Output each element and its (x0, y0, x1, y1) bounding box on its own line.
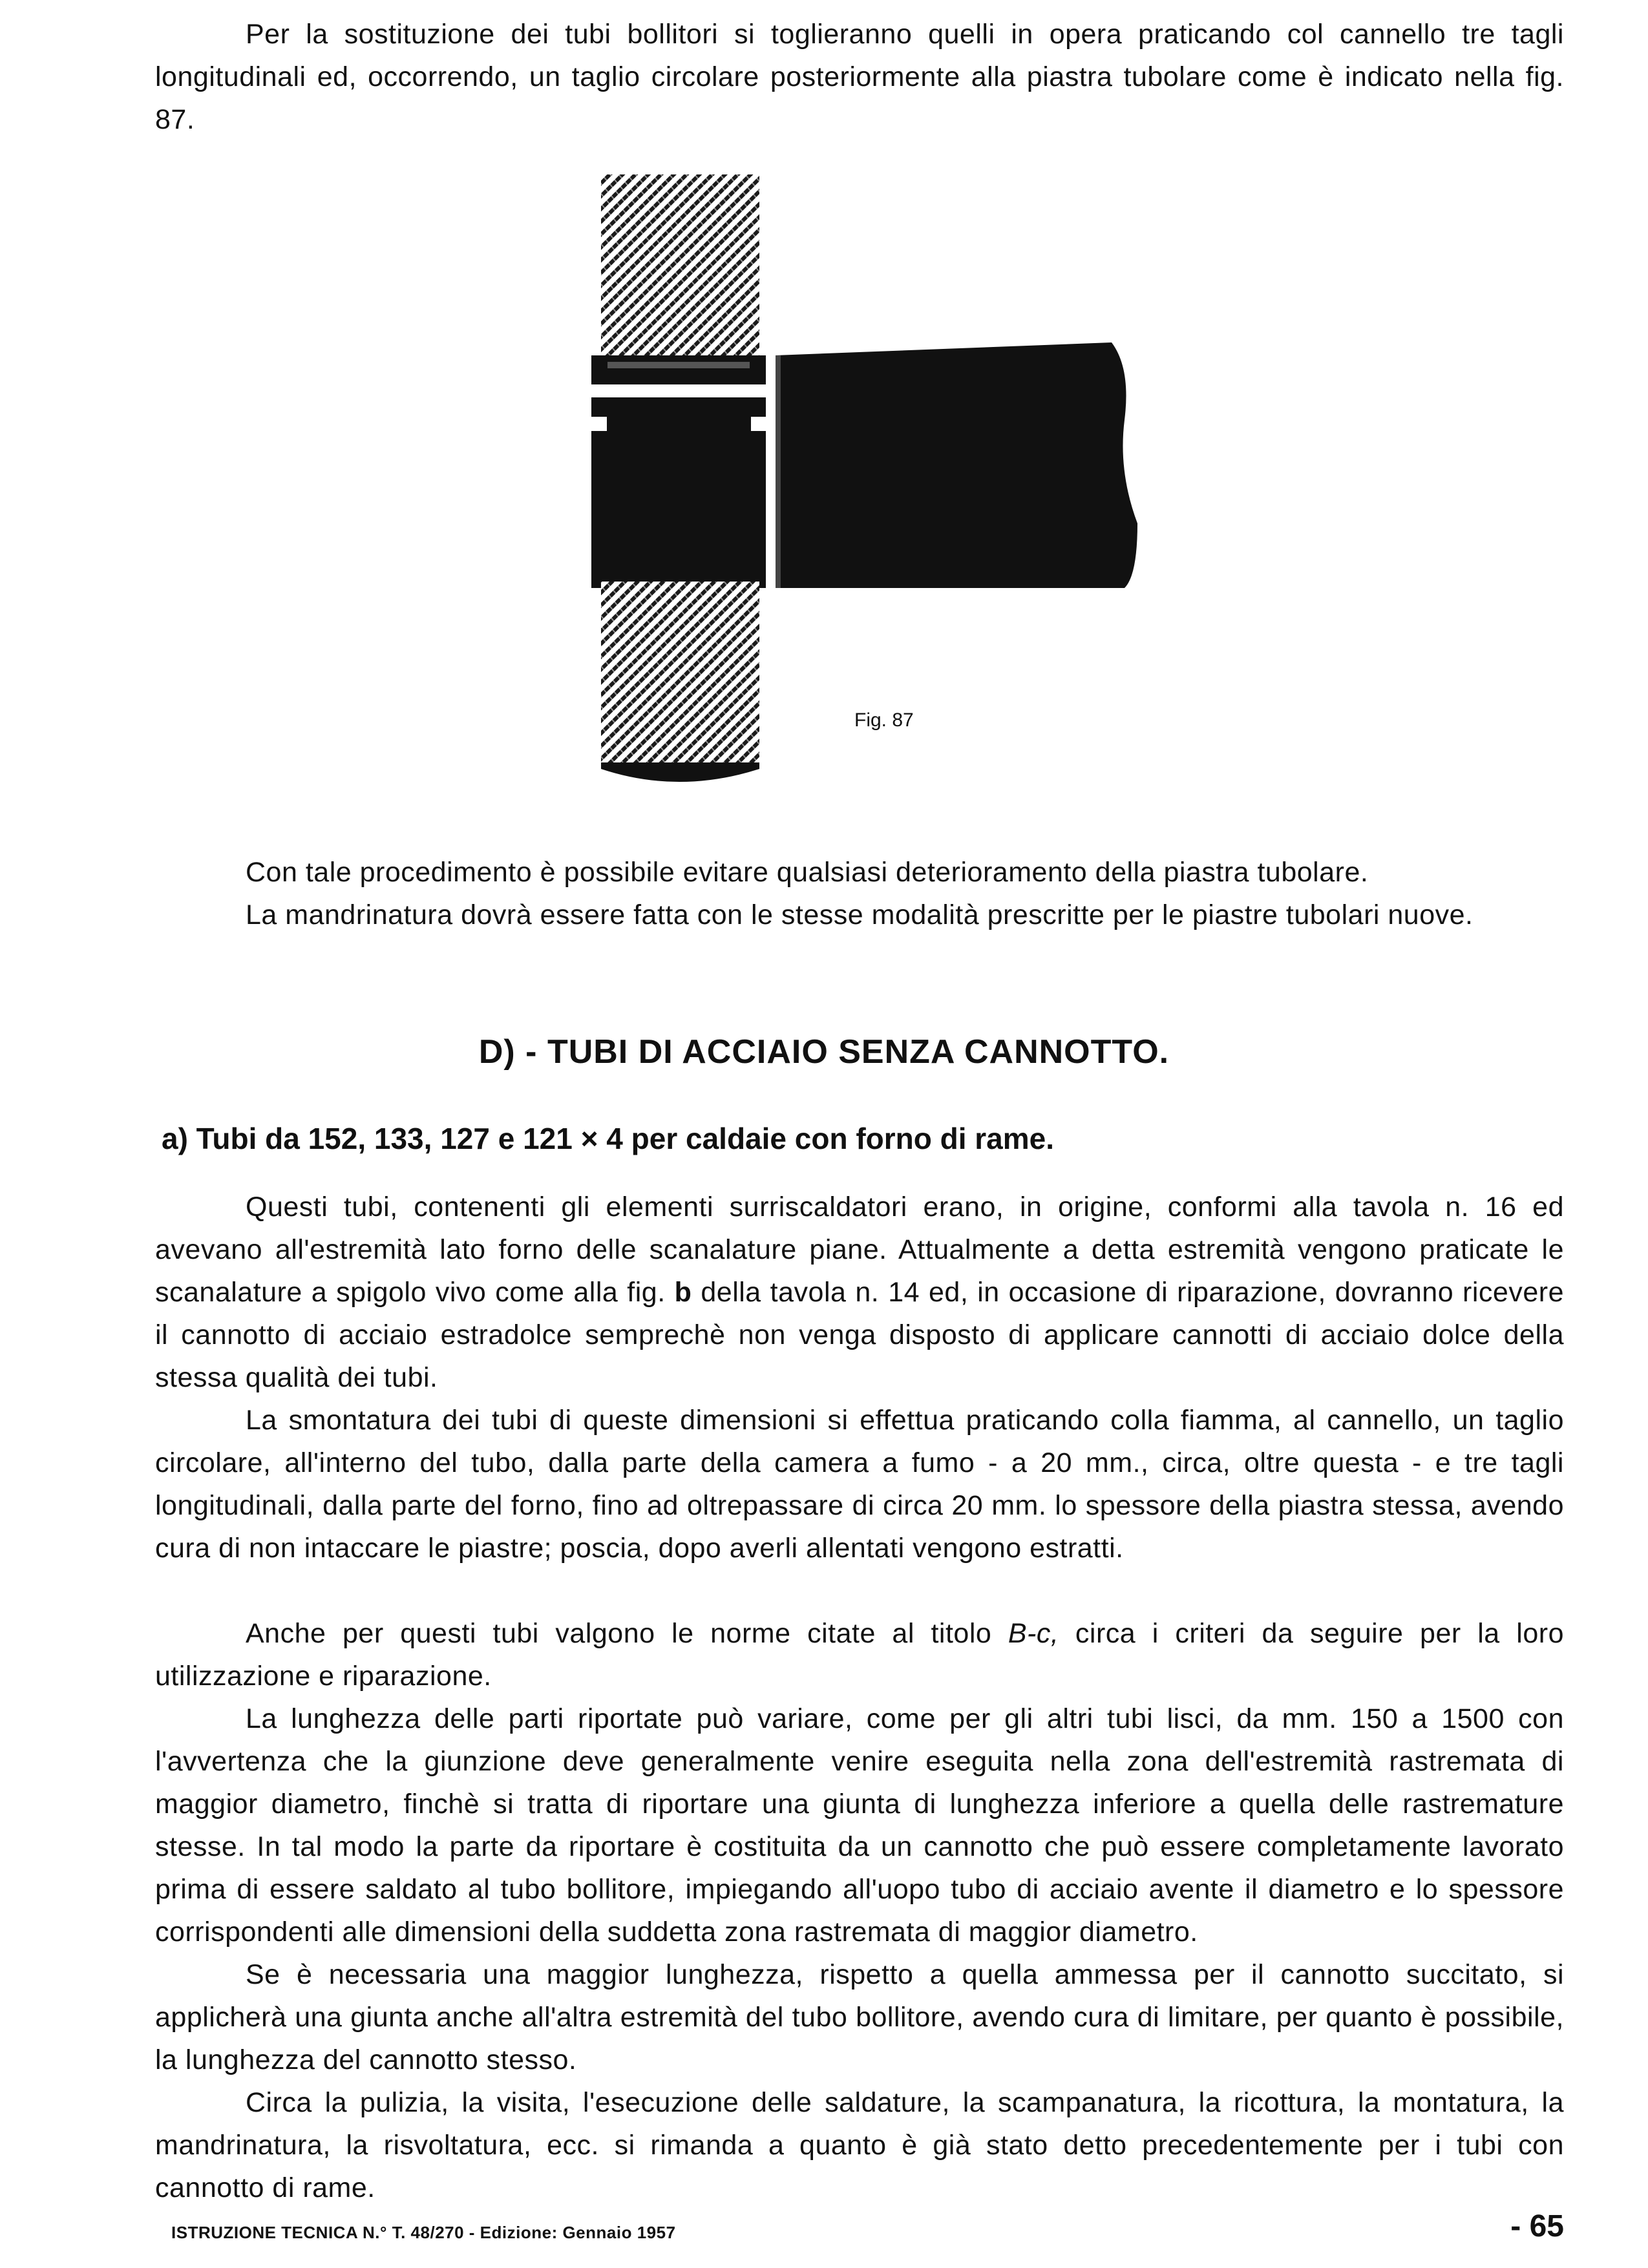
page-number: - 65 (1510, 2209, 1564, 2243)
paragraph-after-figure-1: Con tale procedimento è possibile evitare qualsiasi deterioramento della piastra tubolare. (246, 857, 1369, 888)
boiler-tube (776, 342, 1137, 588)
figure-87-tube-plate-drawing (582, 162, 1163, 801)
subsection-heading: a) Tubi da 152, 133, 127 e 121 × 4 per caldaie con forno di rame. (162, 1122, 1055, 1155)
figure-caption: Fig. 87 (854, 709, 914, 731)
paragraph-after-figure-2: La mandrinatura dovrà essere fatta con le stesse modalità prescritte per le piastre tubolari nuove. (246, 899, 1474, 930)
section-heading: D) - TUBI DI ACCIAIO SENZA CANNOTTO. (478, 1033, 1170, 1071)
body-paragraph-1-part-c: della tavola n. 14 ed, in occasione di riparazione, dovranno ricevere il cannotto di acciaio estradolce semprechè non venga disposto di applicare cannotti di acciaio dolce della stessa qualità dei tubi. (155, 1277, 1564, 1393)
body-paragraph-5: Se è necessaria una maggior lunghezza, rispetto a quella ammessa per il cannotto succitato, si applicherà una giunta anche all'altra estremità del tubo bollitore, avendo cura di limitare, per quanto è possibile, la lunghezza del cannotto stesso. (155, 1959, 1564, 2075)
body-paragraph-4: La lunghezza delle parti riportate può variare, come per gli altri tubi lisci, da mm. 150 a 1500 con l'avvertenza che la giunzione deve generalmente venire eseguita nella zona dell'estremità rastremata di maggior diametro, finchè si tratta di riportare una giunta di lunghezza inferiore a quella delle rastremature stesse. In tal modo la parte da riportare è costituita da un cannotto che può essere completamente lavorato prima di essere saldato al tubo bollitore, impiegando all'uopo tubo di acciaio avente il diametro e lo spessore corrispondenti alle dimensioni della suddetta zona rastremata di maggior diametro. (155, 1703, 1564, 1948)
tube-plate-upper (601, 174, 759, 362)
body-paragraph-3-part-a: Anche per questi tubi valgono le norme citate al titolo (246, 1618, 1008, 1649)
body-paragraph-2: La smontatura dei tubi di queste dimensioni si effettua praticando colla fiamma, al cannello, un taglio circolare, all'interno del tubo, dalla parte della camera a fumo - a 20 mm., circa, oltre questa - e tre tagli longitudinali, dalla parte del forno, fino ad oltrepassare di circa 20 mm. lo spessore della piastra stessa, avendo cura di non intaccare le piastre; poscia, dopo averli allentati vengono estratti. (155, 1405, 1564, 1564)
figure-reference-b: b (674, 1277, 692, 1308)
body-paragraph-3-part-c: circa i criteri da seguire per la loro utilizzazione e riparazione. (155, 1618, 1564, 1692)
footer-publication-info: ISTRUZIONE TECNICA N.° T. 48/270 - Edizione: Gennaio 1957 (171, 2223, 676, 2242)
intro-paragraph: Per la sostituzione dei tubi bollitori si toglieranno quelli in opera praticando col cannello tre tagli longitudinali ed, occorrendo, un taglio circolare posteriormente alla piastra tubolare come è indicato nella fig. 87. (155, 19, 1564, 135)
tube-plate-lower (601, 582, 759, 782)
body-paragraph-3 (155, 1612, 1564, 1697)
title-reference-bc: B-c, (1008, 1618, 1059, 1649)
body-paragraph-6: Circa la pulizia, la visita, l'esecuzione delle saldature, la scampanatura, la ricottura, la montatura, la mandrinatura, la risvoltatura, ecc. si rimanda a quanto è già stato detto precedentemente per i tubi con cannotto di rame. (155, 2087, 1564, 2203)
body-paragraph-1 (155, 1186, 1564, 1399)
body-paragraph-1-part-a: Questi tubi, contenenti gli elementi surriscaldatori erano, in origine, conformi alla tavola n. 16 ed avevano all'estremità lato forno delle scanalature piane. Attualmente a detta estremità vengono praticate le scanalature a spigolo vivo come alla fig. (155, 1192, 1564, 1308)
tube-plate-bore (591, 355, 766, 588)
